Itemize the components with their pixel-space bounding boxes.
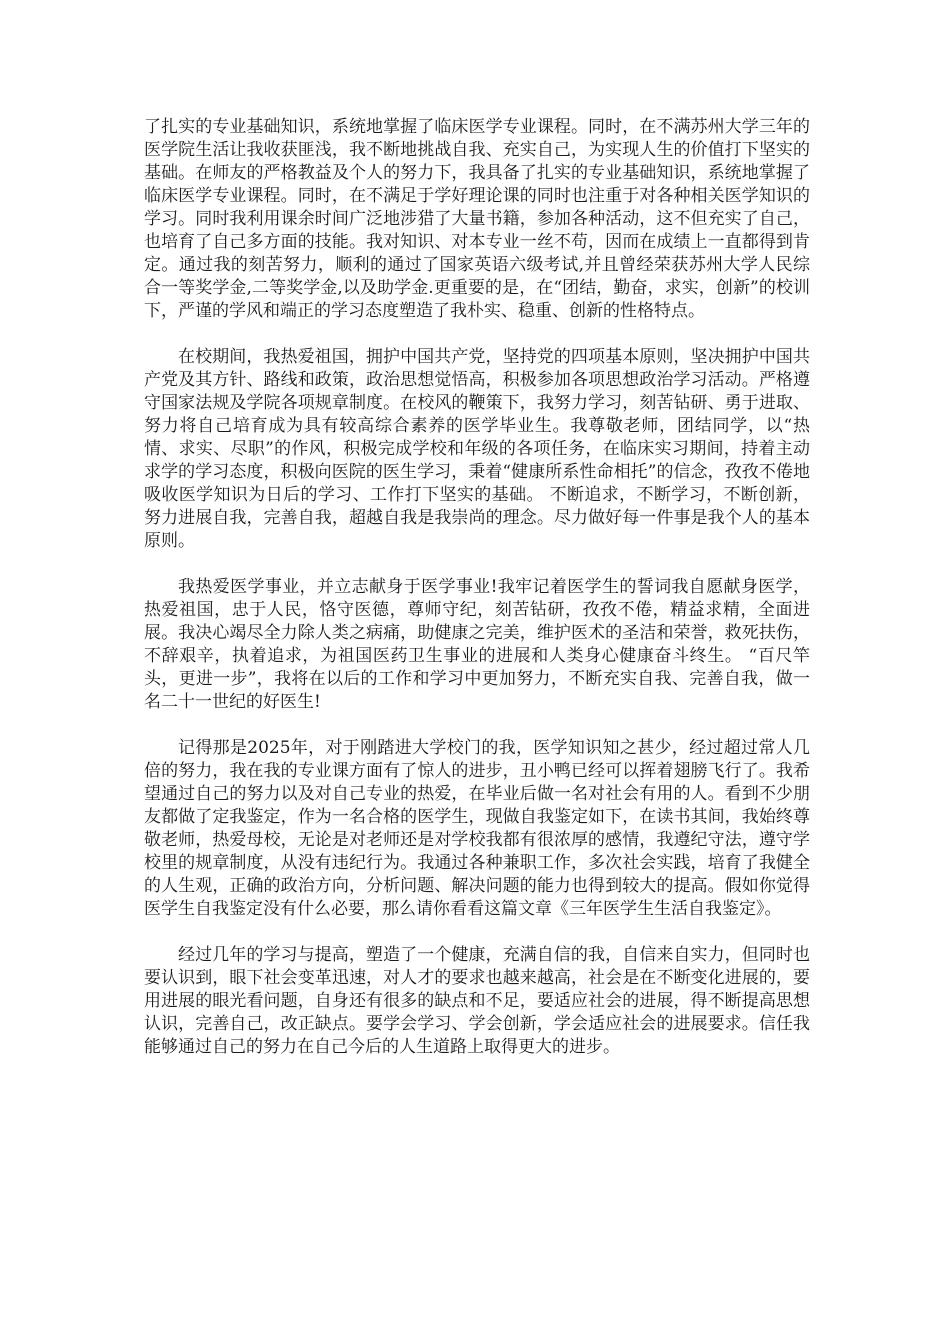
paragraph-3: 我热爱医学事业，并立志献身于医学事业!我牢记着医学生的誓词我自愿献身医学，热爱祖国，忠于人民，恪守医德，尊师守纪，刻苦钻研，孜孜不倦，精益求精，全面进展。我决心竭尽全力除人类之病痛，助健康之完美，维护医术的圣洁和荣誉，救死扶伤，不辞艰辛，执着追求，为祖国医药卫生事业的进展和人类身心健康奋斗终生。 “百尺竿头，更进一步”，我将在以后的工作和学习中更加努力，不断充实自我、完善自我，做一名二十一世纪的好医生! xyxy=(144,577,810,712)
paragraph-2: 在校期间，我热爱祖国，拥护中国共产党，坚持党的四项基本原则，坚决拥护中国共产党及其方针、路线和政策，政治思想觉悟高，积极参加各项思想政治学习活动。严格遵守国家法规及学院各项规章制度。在校风的鞭策下，我努力学习，刻苦钻研、勇于进取、努力将自己培育成为具有较高综合素养的医学毕业生。我尊敬老师，团结同学，以“热情、求实、尽职”的作风，积极完成学校和年级的各项任务，在临床实习期间，持着主动求学的学习态度，积极向医院的医生学习，秉着“健康所系性命相托”的信念，孜孜不倦地吸收医学知识为日后的学习、工作打下坚实的基础。 不断追求，不断学习，不断创新，努力进展自我，完善自我，超越自我是我崇尚的理念。尽力做好每一件事是我个人的基本原则。 xyxy=(144,347,810,551)
paragraph-4: 记得那是2025年，对于刚踏进大学校门的我，医学知识知之甚少，经过超过常人几倍的努力，我在我的专业课方面有了惊人的进步，丑小鸭已经可以挥着翅膀飞行了。我希望通过自己的努力以及对自己专业的热爱，在毕业后做一名对社会有用的人。看到不少朋友都做了定我鉴定，作为一名合格的医学生，现做自我鉴定如下，在读书其间，我始终尊敬老师，热爱母校，无论是对老师还是对学校我都有很浓厚的感情，我遵纪守法，遵守学校里的规章制度，从没有违纪行为。我通过各种兼职工作，多次社会实践，培育了我健全的人生观，正确的政治方向，分析问题、解决问题的能力也得到较大的提高。假如你觉得医学生自我鉴定没有什么必要，那么请你看看这篇文章《三年医学生生活自我鉴定》。 xyxy=(144,738,810,919)
document-page xyxy=(144,116,810,1082)
paragraph-1: 了扎实的专业基础知识，系统地掌握了临床医学专业课程。同时，在不满苏州大学三年的医学院生活让我收获匪浅，我不断地挑战自我、充实自己，为实现人生的价值打下坚实的基础。在师友的严格教益及个人的努力下，我具备了扎实的专业基础知识，系统地掌握了临床医学专业课程。同时，在不满足于学好理论课的同时也注重于对各种相关医学知识的学习。同时我利用课余时间广泛地涉猎了大量书籍，参加各种活动，这不但充实了自己，也培育了自己多方面的技能。我对知识、对本专业一丝不苟，因而在成绩上一直都得到肯定。通过我的刻苦努力，顺利的通过了国家英语六级考试,并且曾经荣获苏州大学人民综合一等奖学金,二等奖学金,以及助学金.更重要的是，在“团结，勤奋，求实，创新”的校训下，严谨的学风和端正的学习态度塑造了我朴实、稳重、创新的性格特点。 xyxy=(144,117,810,321)
paragraph-5: 经过几年的学习与提高，塑造了一个健康，充满自信的我，自信来自实力，但同时也要认识到，眼下社会变革迅速，对人才的要求也越来越高，社会是在不断变化进展的，要用进展的眼光看问题，自身还有很多的缺点和不足，要适应社会的进展，得不断提高思想认识，完善自己，改正缺点。要学会学习、学会创新，学会适应社会的进展要求。信任我能够通过自己的努力在自己今后的人生道路上取得更大的进步。 xyxy=(144,945,810,1057)
